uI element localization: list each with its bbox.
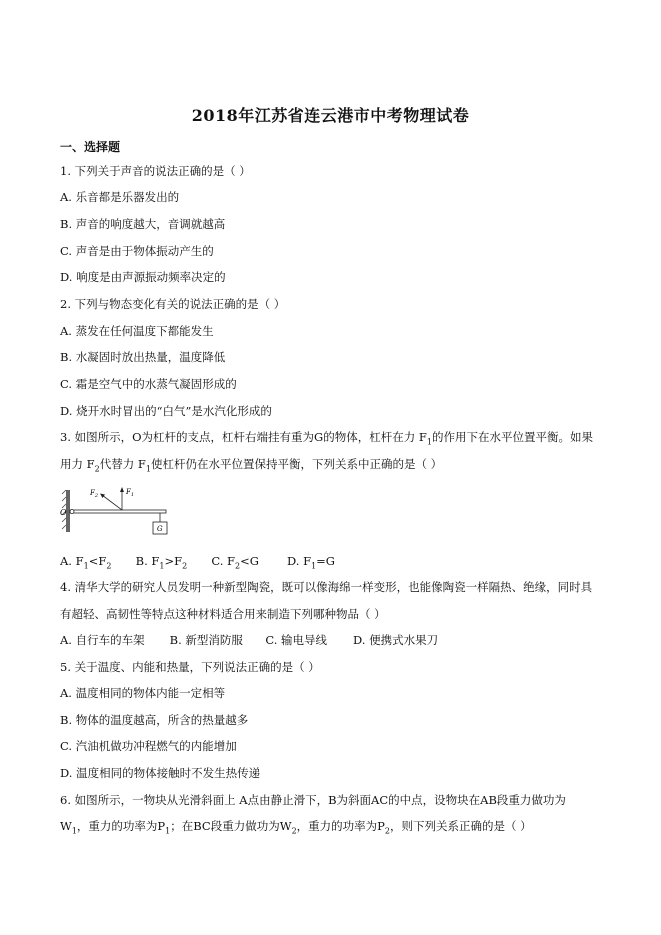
label-f2: F	[90, 489, 95, 497]
question-5: 5. 关于温度、内能和热量，下列说法正确的是（ ）	[60, 660, 320, 674]
q4-option-b: B. 新型消防服	[169, 633, 243, 647]
q3-option-d: D. $F_1=G$	[286, 554, 335, 571]
q1-option-a: A. 乐音都是乐器发出的	[60, 190, 180, 204]
q5-option-a: A. 温度相同的物体内能一定相等	[60, 686, 226, 700]
q2-option-d: D. 烧开水时冒出的“白气”是水汽化形成的	[60, 404, 272, 418]
q3-option-b: B. $F_1>F_2$	[135, 554, 188, 571]
question-1: 1. 下列关于声音的说法正确的是（ ）	[60, 164, 251, 178]
q5-option-d: D. 温度相同的物体接触时不发生热传递	[60, 766, 261, 780]
q4-options	[60, 632, 463, 648]
q1-option-d: D. 响度是由声源振动频率决定的	[60, 270, 226, 284]
question-6-line-2: $W_1$，重力的功率为$P_1$；在BC段重力做功为$W_2$，重力的功率为$P_2$，则下列关系正确的是（ ）	[60, 819, 532, 836]
force-f1-arrowhead	[120, 487, 124, 492]
q2-option-c: C. 霜是空气中的水蒸气凝固形成的	[60, 377, 237, 391]
question-3-line-2: 用力 $F_2$代替力 $F_1$使杠杆仍在水平位置保持平衡，下列关系中正确的是（ ）	[60, 457, 443, 474]
lever-figure	[60, 484, 180, 542]
q4-option-c: C. 输电导线	[265, 633, 328, 647]
force-f2-arrow	[102, 495, 122, 510]
question-3-line-1: 3. 如图所示，O为杠杆的支点，杠杆右端挂有重为G的物体，杠杆在力 $F_1$的作用下在水平位置平衡。如果	[60, 430, 593, 447]
q4-option-a: A. 自行车的车架	[60, 633, 145, 647]
q3-options	[60, 553, 359, 574]
svg-text:F1: $F_1$	[126, 488, 135, 498]
q2-option-a: A. 蒸发在任何温度下都能发生	[60, 324, 214, 338]
question-6-line-1: 6. 如图所示，一物块从光滑斜面上 A点由静止滑下，B为斜面AC的中点，设物块在AB段重力做功为	[60, 793, 566, 807]
force-f2-arrowhead	[100, 494, 105, 499]
label-f1: F	[126, 488, 131, 496]
question-2: 2. 下列与物态变化有关的说法正确的是（ ）	[60, 297, 286, 311]
q1-option-b: B. 声音的响度越大，音调就越高	[60, 217, 226, 231]
pivot-point	[70, 510, 74, 514]
q5-option-c: C. 汽油机做功冲程燃气的内能增加	[60, 739, 237, 753]
label-o: O	[60, 508, 67, 517]
question-4-line-2: 有超轻、高韧性等特点这种材料适合用来制造下列哪种物品（ ）	[60, 607, 386, 621]
q5-option-b: B. 物体的温度越高，所含的热量越多	[60, 713, 249, 727]
page-title: 2018年江苏省连云港市中考物理试卷	[191, 106, 470, 125]
section-heading: 一、选择题	[60, 140, 121, 154]
q3-option-c: C. $F_2<G$	[211, 554, 259, 571]
wall-support	[66, 490, 70, 532]
q3-option-a: A. $F_1<F_2$	[60, 554, 112, 571]
question-4-line-1: 4. 清华大学的研究人员发明一种新型陶瓷，既可以像海绵一样变形，也能像陶瓷一样隔热、绝缘，同时具	[60, 580, 593, 594]
svg-text:F2: $F_2$	[90, 489, 99, 499]
q4-option-d: D. 便携式水果刀	[352, 633, 439, 647]
q1-option-c: C. 声音是由于物体振动产生的	[60, 244, 214, 258]
lever-bar	[70, 510, 166, 513]
q2-option-b: B. 水凝固时放出热量，温度降低	[60, 350, 226, 364]
label-g: G	[157, 525, 163, 533]
